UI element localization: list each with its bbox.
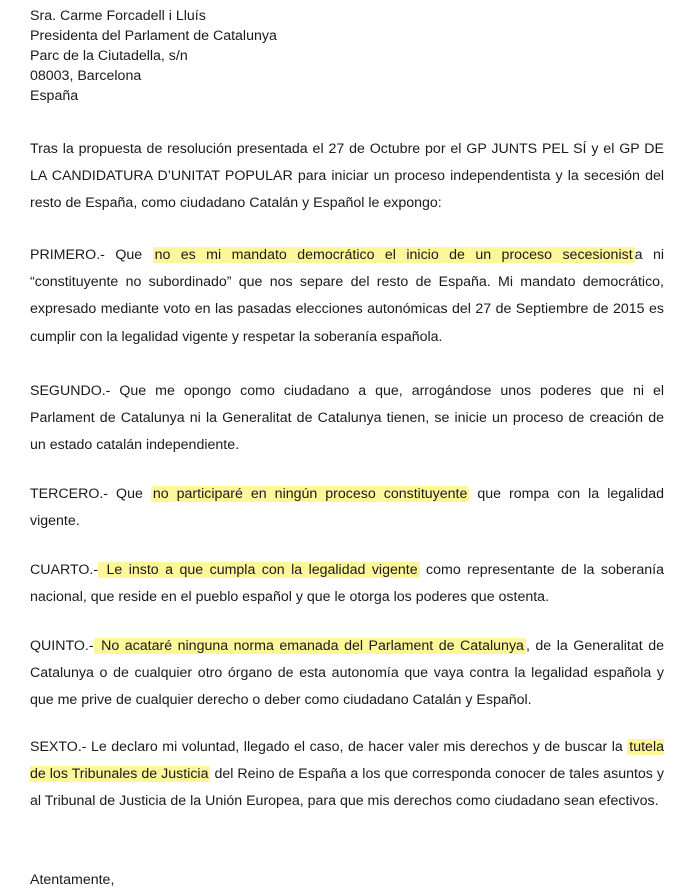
- paragraph-text: Le declaro mi voluntad, llegado el caso, de hacer valer mis derechos y de buscar la: [86, 739, 628, 755]
- highlighted-text: tutela de los Tribunales de Justicia: [30, 739, 664, 783]
- paragraph-label: QUINTO.-: [30, 638, 94, 654]
- paragraph-text: como representante de la soberanía nacional, que reside en el pueblo español y que le otorga los poderes que ostenta.: [30, 562, 664, 606]
- intro-paragraph: Tras la propuesta de resolución presentada el 27 de Octubre por el GP JUNTS PEL SÍ y el GP DE LA CANDIDATURA D’UNITAT POPULAR para iniciar un proceso independentista y la secesión del resto de España, como ciudadano Catalán y Español le expongo:: [30, 141, 664, 212]
- recipient-address: [30, 6, 277, 106]
- highlighted-text: no participaré en ningún proceso constituyente: [152, 486, 468, 502]
- highlighted-text: no es mi mandato democrático el inicio de un proceso secesionist: [154, 247, 633, 263]
- paragraph-label: CUARTO.-: [30, 562, 99, 578]
- paragraph-text: Que me opongo como ciudadano a que, arrogándose unos poderes que ni el Parlament de Catalunya ni la Generalitat de Catalunya tienen, se inicie un proceso de creación de un estado catalán independiente.: [30, 383, 664, 454]
- paragraph-text: que rompa con la legalidad vigente.: [30, 486, 664, 530]
- address-line: Parc de la Ciutadella, s/n: [30, 48, 188, 64]
- paragraph-text: , de la Generalitat de Catalunya o de cualquier otro órgano de esta autonomía que vaya contra la legalidad española y que me prive de cualquier derecho o deber como ciudadano Catalán y Español.: [30, 638, 664, 709]
- paragraph-cuarto: [30, 557, 664, 611]
- paragraph-tercero: [30, 481, 664, 535]
- address-line: España: [30, 88, 79, 104]
- closing-salutation: Atentamente,: [30, 872, 115, 888]
- paragraph-sexto: [30, 734, 664, 816]
- paragraph-label: PRIMERO.-: [30, 247, 105, 263]
- address-line: Sra. Carme Forcadell i Lluís: [30, 8, 206, 24]
- address-line: 08003, Barcelona: [30, 68, 142, 84]
- paragraph-text: Que: [108, 486, 151, 502]
- paragraph-label: TERCERO.-: [30, 486, 109, 502]
- paragraph-label: SEGUNDO.-: [30, 383, 111, 399]
- highlighted-text: No acataré ninguna norma emanada del Parlament de Catalunya: [95, 638, 524, 654]
- paragraph-text: a ni “constituyente no subordinado” que nos separe del resto de España. Mi mandato democrático, expresado mediante voto en las pasadas elecciones autonómicas del 27 de Septiembre de 2015 es cumplir con la legalidad vigente y respetar la soberanía española.: [30, 247, 664, 345]
- paragraph-text: Que: [104, 247, 153, 263]
- paragraph-primero: [30, 242, 664, 351]
- paragraph-text: del Reino de España a los que corresponda conocer de tales asuntos y al Tribunal de Justicia de la Unión Europea, para que mis derechos como ciudadano sean efectivos.: [30, 766, 665, 810]
- paragraph-label: SEXTO.-: [30, 739, 87, 755]
- paragraph-quinto: [30, 633, 664, 715]
- address-line: Presidenta del Parlament de Catalunya: [30, 28, 277, 44]
- highlighted-text: Le insto a que cumpla con la legalidad vigente: [100, 562, 418, 578]
- paragraph-segundo: [30, 378, 664, 460]
